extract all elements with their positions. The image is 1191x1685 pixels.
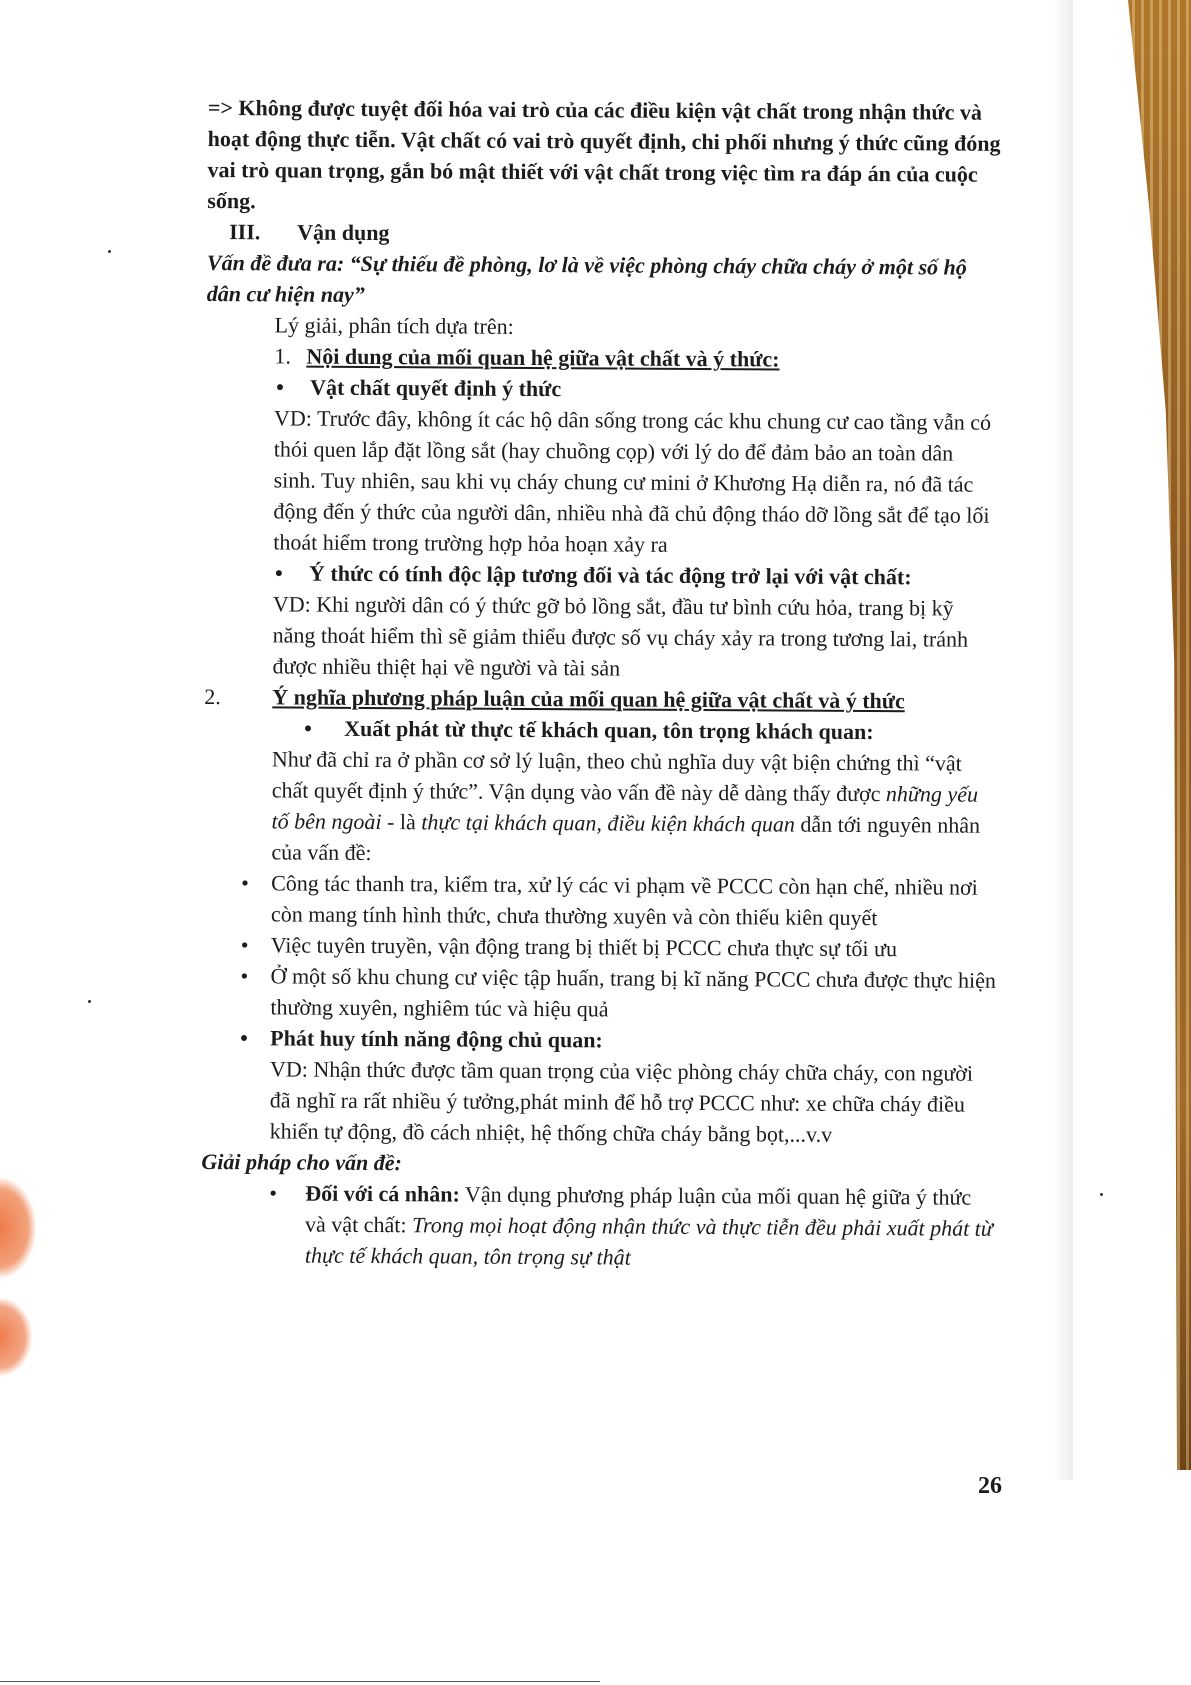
solution-item-italic: Trong mọi hoạt động nhận thức và thực tiễn đều phải xuất phát từ thực tế khách quan, tôn trọng sự thật [304,1212,993,1270]
part2-number: 2. [204,683,221,710]
solution-item-label: Đối với cá nhân: [305,1180,460,1207]
part1-point1-example: VD: Trước đây, không ít các hộ dân sống trong các khu chung cư cao tầng vẫn có thói quen lắp đặt lồng sắt (hay chuồng cọp) với lý do để đảm bảo an toàn dân sinh. Tuy nhiên, sau khi vụ cháy chung cư mini ở Khương Hạ diễn ra, nó đã tác động đến ý thức của người dân, nhiều nhà đã chủ động tháo dỡ lồng sắt để tạo lối thoát hiểm trong trường hợp hỏa hoạn xảy ra [273,405,992,557]
scan-bottom-edge [0,1681,600,1682]
part1-heading-text: Nội dung của mối quan hệ giữa vật chất và ý thức: [306,343,780,372]
implication-arrow: => [207,94,234,121]
cause-item: • Công tác thanh tra, kiểm tra, xử lý các vi phạm về PCCC còn hạn chế, nhiều nơi còn mang tính hình thức, chưa thường xuyên và còn thiếu kiên quyết [203,867,998,934]
page-content [201,92,1003,1275]
part2-heading [204,681,999,717]
part2-point1-text-b: - là [386,809,416,835]
issue-quote: “Sự thiếu đề phòng, lơ là về việc phòng cháy chữa cháy ở một số hộ dân cư hiện nay” [206,250,967,307]
part2-point1-title: • Xuất phát từ thực tế khách quan, tôn trọng khách quan: [204,712,999,748]
part2-point1-italic-2: thực tại khách quan, điều kiện khách quan [421,809,796,837]
scan-speck [88,1000,91,1003]
finger-shadow-bottom [0,1298,32,1376]
cause-item: • Ở một số khu chung cư việc tập huấn, trang bị kĩ năng PCCC chưa được thực hiện thường xuyên, nghiêm túc và hiệu quả [202,960,997,1027]
part1-point2-title: • Ý thức có tính độc lập tương đối và tác động trở lại với vật chất: [205,557,1000,593]
scan-speck [108,250,111,253]
part2-point1-text-a: Như đã chỉ ra ở phần cơ sở lý luận, theo chủ nghĩa duy vật biện chứng thì “vật chất quyết định ý thức”. Vận dụng vào vấn đề này dễ dàng thấy được [271,746,962,807]
part2-point1-italic-1: những yếu tố bên ngoài [271,781,979,835]
part1-number: 1. [274,343,291,369]
scan-speck [1100,1193,1103,1196]
section-heading [207,216,1002,252]
solution-item-individual [201,1177,997,1275]
analysis-intro: Lý giải, phân tích dựa trên: [274,312,514,339]
issue-label: Vấn đề đưa ra: [206,249,345,276]
part2-point1-text [203,743,999,872]
part2-point1-text-c: dẫn tới nguyên nhân của vấn đề: [271,811,981,866]
conclusion-paragraph [207,92,1003,221]
cause-item: • Việc tuyên truyền, vận động trang bị thiết bị PCCC chưa thực sự tối ưu [203,929,998,965]
issue-statement [207,247,1002,314]
part2-point2-example: VD: Nhận thức được tầm quan trọng của việc phòng cháy chữa cháy, con người đã nghĩ ra rất nhiều ý tưởng,phát minh để hỗ trợ PCCC như: xe chữa cháy điều khiển tự động, đồ cách nhiệt, hệ thống chữa cháy bằng bọt,...v.v [269,1056,974,1147]
solution-item-text: Vận dụng phương pháp luận của mối quan hệ giữa ý thức và vật chất: [305,1181,972,1238]
finger-shadow-top [0,1178,36,1278]
section-roman-numeral: III. [229,219,261,245]
page-number: 26 [978,1473,1002,1499]
page-fold-shadow [1053,0,1073,1480]
part2-heading-text: Ý nghĩa phương pháp luận của mối quan hệ giữa vật chất và ý thức [272,684,905,714]
part2-point2-title: • Phát huy tính năng động chủ quan: [202,1022,997,1058]
part1-point2-example: VD: Khi người dân có ý thức gỡ bỏ lồng sắt, đầu tư bình cứu hỏa, trang bị kỹ năng thoát hiểm thì sẽ giảm thiểu được số vụ cháy xảy ra trong tương lai, tránh được nhiều thiệt hại về người và tài sản [272,591,969,681]
part1-point1-title: • Vật chất quyết định ý thức [206,371,1001,407]
part1-heading [206,340,1001,376]
section-title: Vận dụng [297,219,390,246]
conclusion-text: Không được tuyệt đối hóa vai trò của các điều kiện vật chất trong nhận thức và hoạt động thực tiễn. Vật chất có vai trò quyết định, chi phối nhưng ý thức cũng đóng vai trò quan trọng, gắn bó mật thiết với vật chất trong việc tìm ra đáp án của cuộc sống. [207,95,1001,214]
solution-heading: Giải pháp cho vấn đề: [201,1148,402,1176]
